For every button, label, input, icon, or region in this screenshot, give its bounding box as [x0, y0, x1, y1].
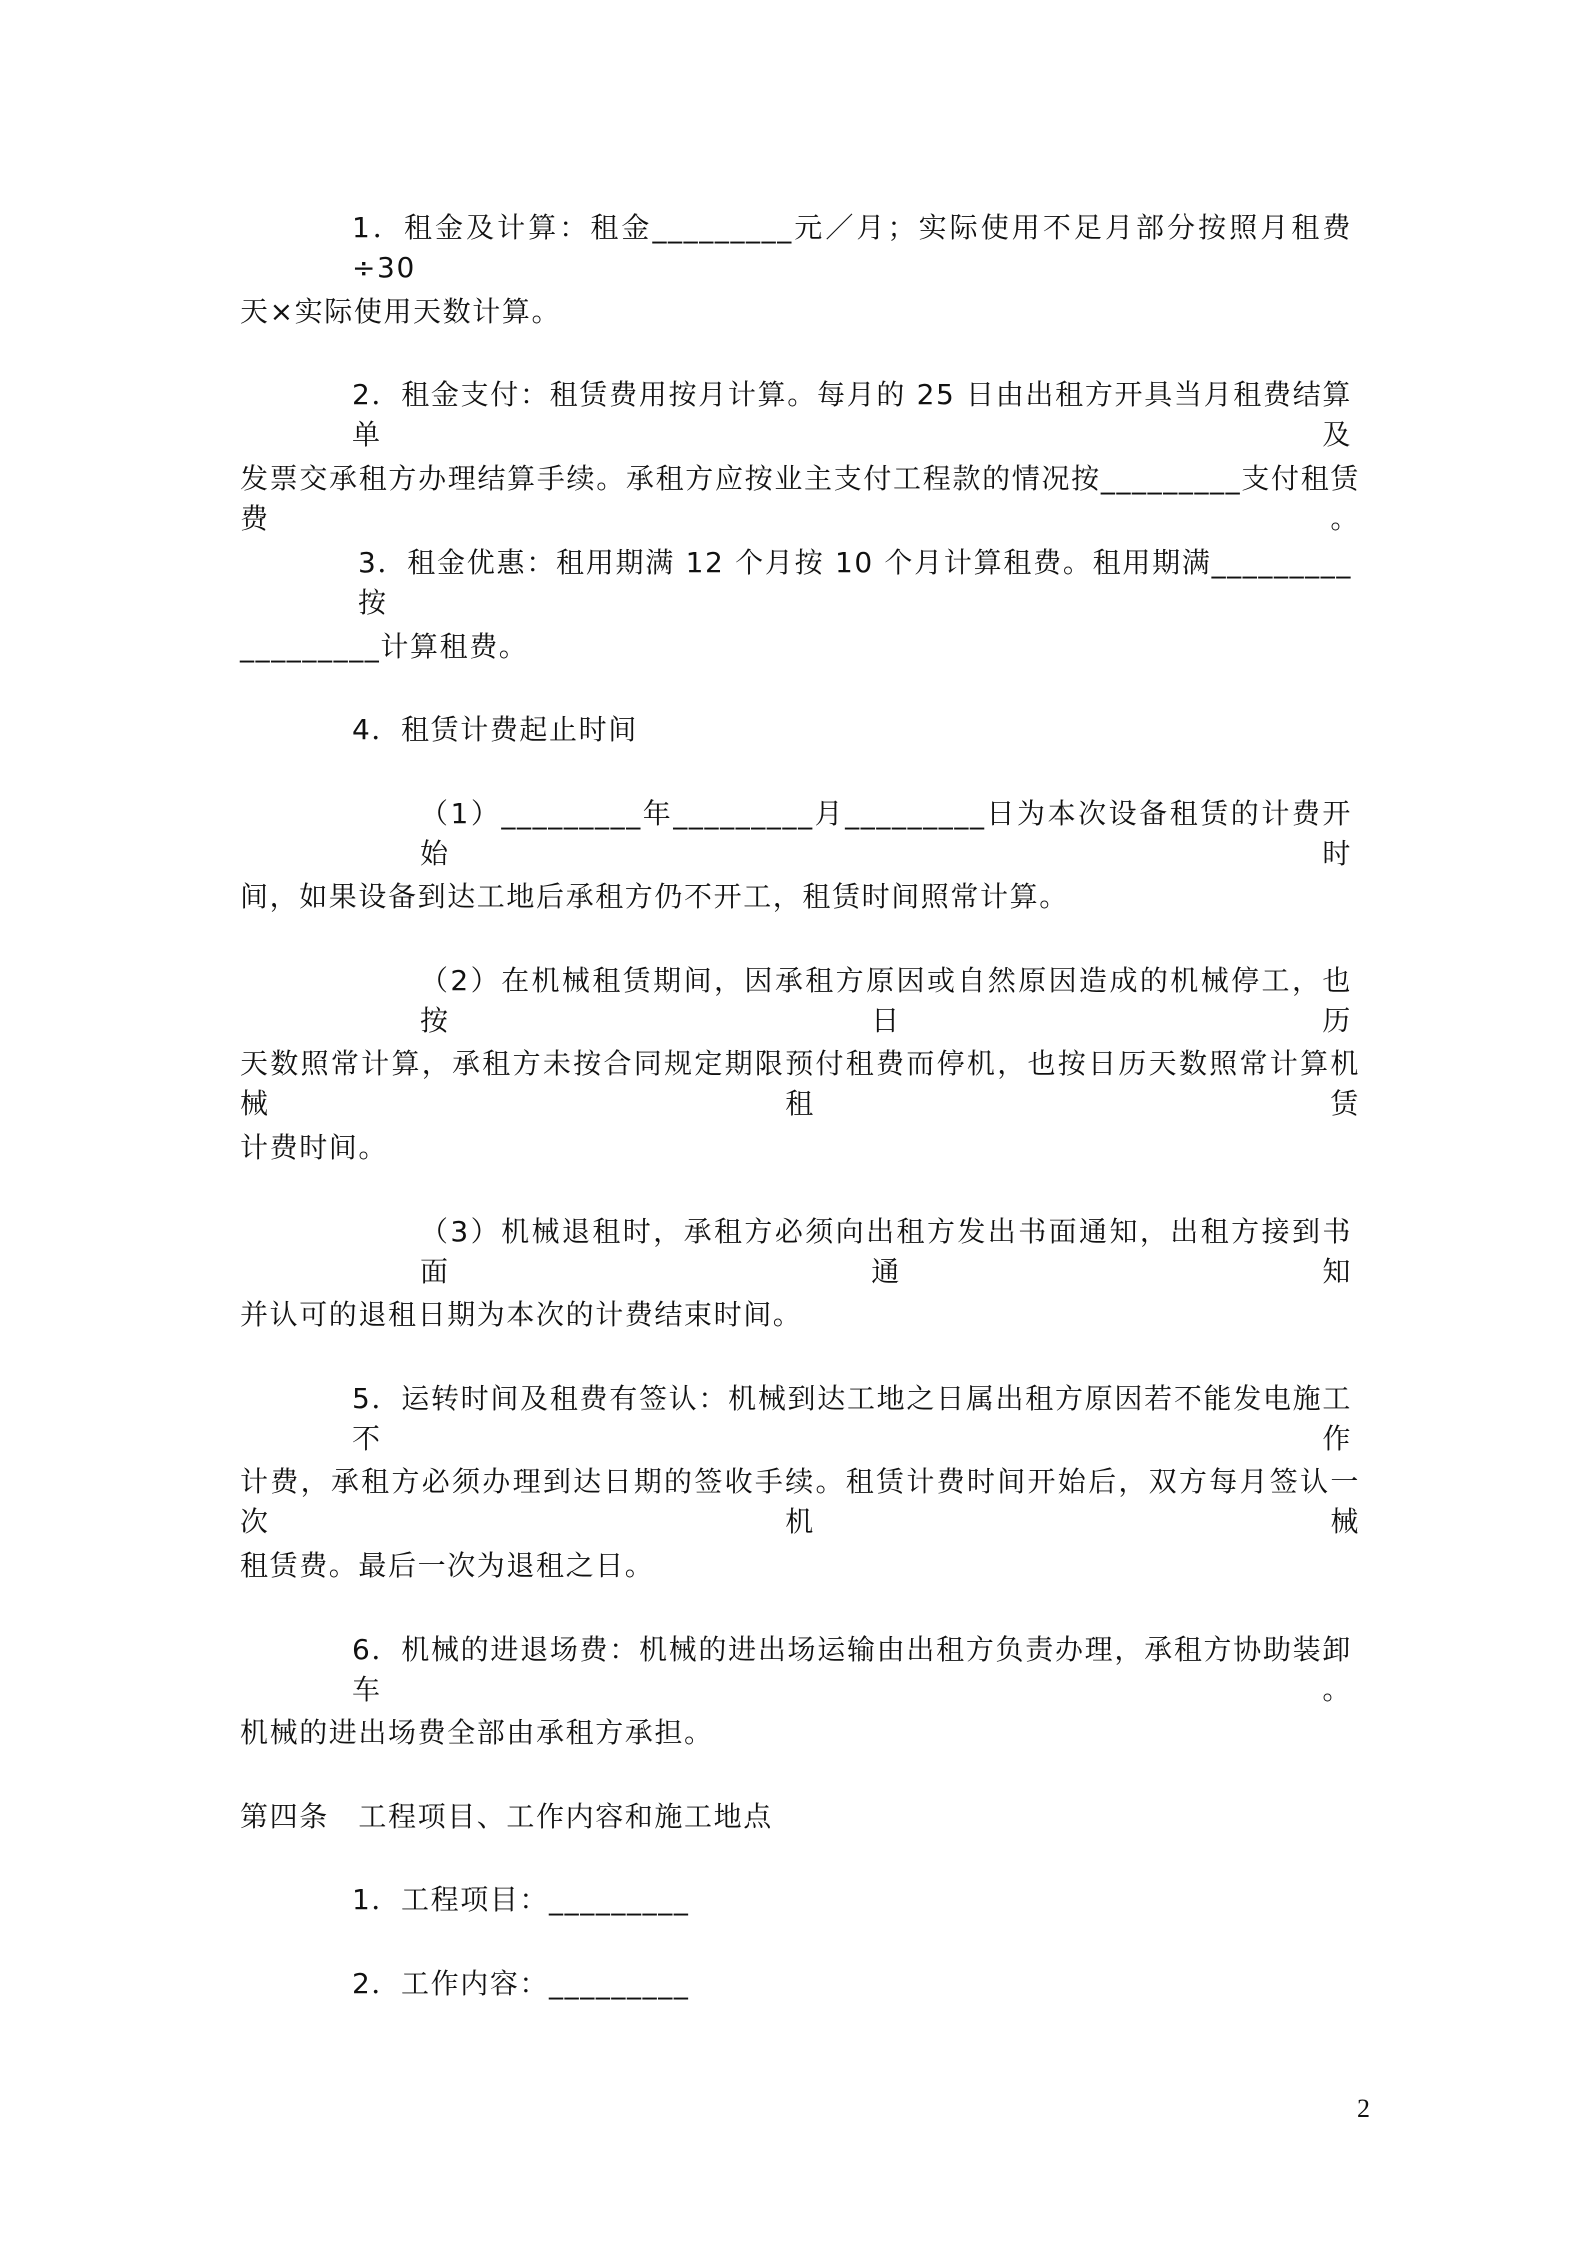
- para-6-line-2: 机械的进出场费全部由承租方承担。: [240, 1716, 714, 1749]
- item-4-3-line-2: 并认可的退租日期为本次的计费结束时间。: [240, 1298, 803, 1331]
- item-4-1-line-2: 间，如果设备到达工地后承租方仍不开工，租赁时间照常计算。: [240, 880, 1069, 913]
- para-5-line-3: 租赁费。最后一次为退租之日。: [240, 1549, 655, 1582]
- para-2-line-1: 2．租金支付：租赁费用按月计算。每月的 25 日由出租方开具当月租费结算单及: [352, 378, 1352, 451]
- para-1-line-1: 1．租金及计算：租金_________元／月；实际使用不足月部分按照月租费÷30: [352, 211, 1352, 284]
- item-4-3-line-1: （3）机械退租时，承租方必须向出租方发出书面通知，出租方接到书面通知: [420, 1215, 1352, 1288]
- item-4-1-line-1: （1）_________年_________月_________日为本次设备租赁的计费开始时: [420, 797, 1352, 870]
- article-4-heading: 第四条 工程项目、工作内容和施工地点: [240, 1800, 773, 1833]
- project-item-line: 1．工程项目：_________: [352, 1883, 690, 1916]
- para-5-line-1: 5．运转时间及租费有签认：机械到达工地之日属出租方原因若不能发电施工不作: [352, 1382, 1352, 1455]
- para-6-line-1: 6．机械的进退场费：机械的进出场运输由出租方负责办理，承租方协助装卸车。: [352, 1633, 1352, 1706]
- section-4-heading: 4．租赁计费起止时间: [352, 713, 638, 746]
- item-4-2-line-2: 天数照常计算，承租方未按合同规定期限预付租费而停机，也按日历天数照常计算机械租赁: [240, 1047, 1360, 1120]
- para-1-line-2: 天×实际使用天数计算。: [240, 295, 562, 328]
- work-content-line: 2．工作内容：_________: [352, 1967, 690, 2000]
- para-5-line-2: 计费，承租方必须办理到达日期的签收手续。租赁计费时间开始后，双方每月签认一次机械: [240, 1465, 1360, 1538]
- para-2-line-2: 发票交承租方办理结算手续。承租方应按业主支付工程款的情况按_________支付租赁费。: [240, 462, 1360, 535]
- item-4-2-line-3: 计费时间。: [240, 1131, 389, 1164]
- para-3-line-2: _________计算租费。: [240, 630, 529, 663]
- page-number: 2: [1357, 2094, 1370, 2123]
- para-3-line-1: 3．租金优惠：租用期满 12 个月按 10 个月计算租费。租用期满_________按: [358, 546, 1352, 619]
- item-4-2-line-1: （2）在机械租赁期间，因承租方原因或自然原因造成的机械停工，也按日历: [420, 964, 1352, 1037]
